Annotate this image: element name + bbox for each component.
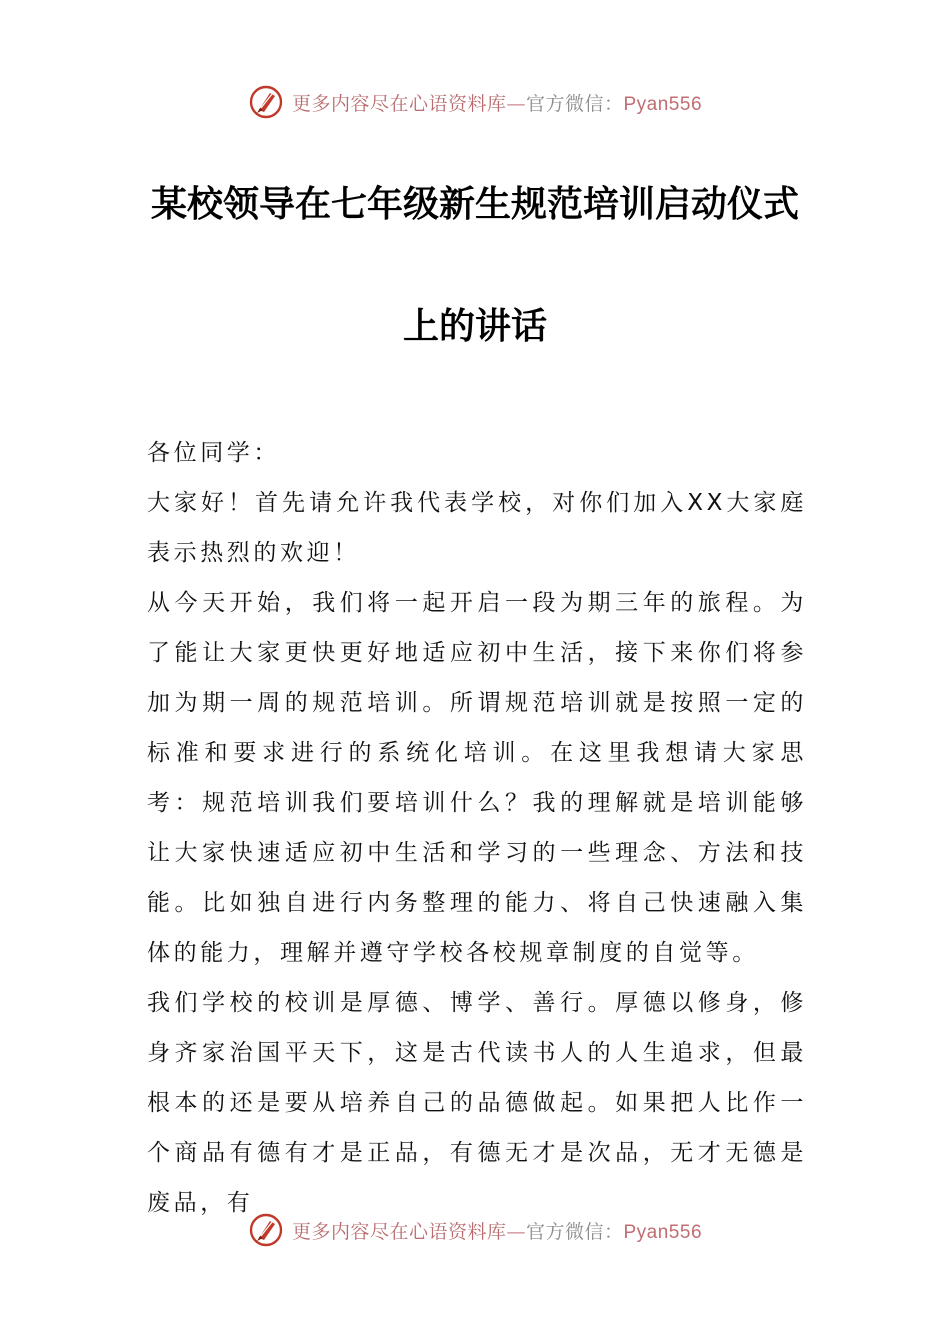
footer-banner-dash: — <box>506 1220 526 1243</box>
paragraph-2: 从今天开始，我们将一起开启一段为期三年的旅程。为了能让大家更快更好地适应初中生活，接下来你们将参加为期一周的规范培训。所谓规范培训就是按照一定的标准和要求进行的系统化培训。在这里我想请大家思考：规范培训我们要培训什么？我的理解就是培训能够让大家快速适应初中生活和学习的一些理念、方法和技能。比如独自进行内务整理的能力、将自己快速融入集体的能力，理解并遵守学校各校规章制度的自觉等。 <box>147 590 807 966</box>
footer-banner-main: 更多内容尽在心语资料库 <box>291 1220 507 1243</box>
speech-body <box>147 428 807 1228</box>
footer-banner-text <box>292 1217 702 1244</box>
document-title-line-1: 某校领导在七年级新生规范培训启动仪式 <box>150 184 799 225</box>
paragraph-3: 我们学校的校训是厚德、博学、善行。厚德以修身，修身齐家治国平天下，这是古代读书人的人生追求，但最根本的还是要从培养自己的品德做起。如果把人比作一个商品有德有才是正品，有德无才是次品，无才无德是废品，有 <box>147 990 807 1216</box>
footer-banner-wechat-label: 官方微信： <box>525 1220 624 1243</box>
header-banner-wechat-label: 官方微信： <box>525 92 624 115</box>
header-banner <box>0 82 950 122</box>
header-banner-dash: — <box>506 92 526 115</box>
document-title-line-2: 上的讲话 <box>402 306 547 347</box>
header-banner-wechat-id: Pyan556 <box>623 93 703 115</box>
greeting: 各位同学： <box>147 440 280 466</box>
header-banner-main: 更多内容尽在心语资料库 <box>291 92 507 115</box>
footer-banner-wechat-id: Pyan556 <box>623 1221 703 1243</box>
pen-nib-logo-icon <box>248 1212 284 1248</box>
footer-banner <box>0 1210 950 1250</box>
paragraph-1: 大家好！首先请允许我代表学校，对你们加入XX大家庭表示热烈的欢迎！ <box>147 490 807 566</box>
header-banner-text <box>292 89 702 116</box>
pen-nib-logo-icon <box>248 84 284 120</box>
